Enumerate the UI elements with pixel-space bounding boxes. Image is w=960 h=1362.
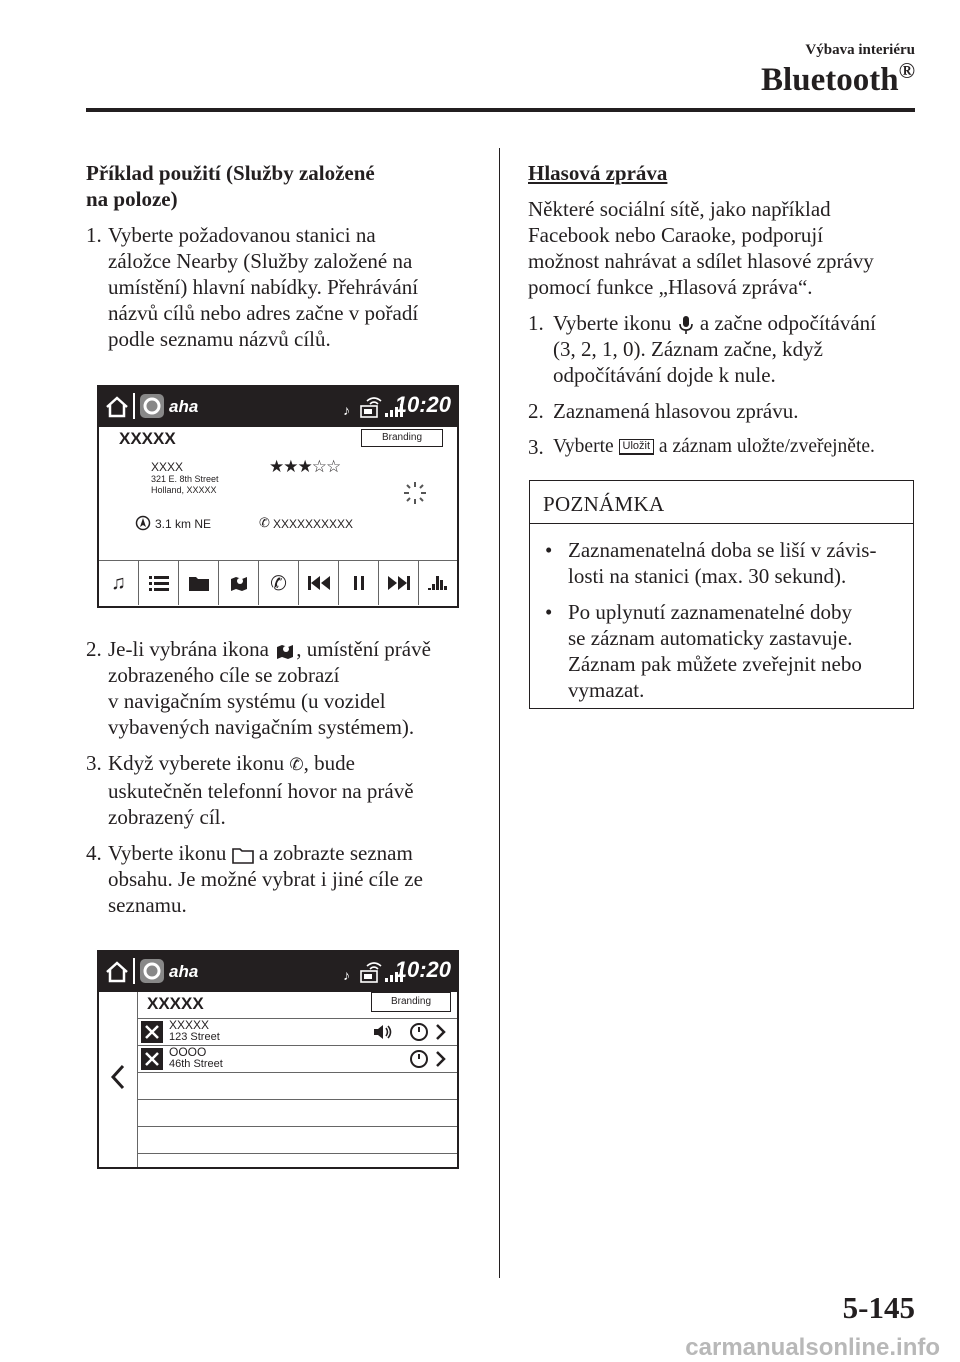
- registered-mark: ®: [898, 58, 915, 83]
- map-pin-icon: [274, 641, 296, 661]
- step-2-line: zobrazeného cíle se zobrazí: [108, 663, 340, 687]
- map-pin-icon[interactable]: [219, 561, 259, 605]
- step-3: [86, 750, 486, 830]
- next-track-icon[interactable]: [379, 561, 419, 605]
- chapter-title: Výbava interiéru: [805, 42, 915, 58]
- vm-step-1-line: (3, 2, 1, 0). Záznam začne, když: [553, 337, 823, 361]
- vm-step-1-number: 1.: [528, 311, 544, 335]
- step-3-line: zobrazený cíl.: [108, 805, 226, 829]
- distance: 3.1 km NE: [155, 517, 212, 531]
- music-icon[interactable]: ♫: [99, 561, 139, 605]
- step-3-text-b: , bude: [303, 751, 355, 775]
- voice-message-heading: Hlasová zpráva: [528, 161, 668, 185]
- step-2-line: v navigačním systému (u vozidel: [108, 689, 386, 713]
- home-icon[interactable]: [105, 961, 129, 983]
- vm-step-3: [528, 434, 918, 460]
- home-icon[interactable]: [105, 396, 129, 418]
- app-name: aha: [169, 397, 199, 416]
- station-name: XXXXX: [147, 994, 204, 1013]
- bullet-icon: •: [545, 538, 553, 562]
- microphone-icon: [677, 315, 695, 335]
- aha-list-screen: [97, 950, 459, 1169]
- step-2-number: 2.: [86, 637, 102, 661]
- step-2-first-line: [108, 636, 486, 662]
- star-filled-icon: ★: [269, 457, 284, 476]
- info-icon[interactable]: [409, 1049, 429, 1069]
- header-rule: [86, 108, 915, 112]
- note-item-line: losti na stanici (max. 30 sekund).: [568, 564, 847, 588]
- vm-step-3-line: [553, 434, 918, 460]
- vm-step-1: [528, 310, 918, 388]
- rating-stars: [269, 457, 340, 477]
- pause-icon[interactable]: [339, 561, 379, 605]
- note-item-line: Zaznamenatelná doba se liší v závis-: [568, 538, 877, 562]
- step-4-line: seznamu.: [108, 893, 187, 917]
- poi-name: XXXX: [151, 460, 184, 474]
- intro-line: Některé sociální sítě, jako například: [528, 197, 831, 221]
- save-button-label: Uložit: [619, 439, 655, 455]
- poi-address-2: Holland, XXXXX: [151, 485, 217, 495]
- step-4-text-a: Vyberte ikonu: [108, 841, 227, 865]
- step-3-text-a: Když vyberete ikonu: [108, 751, 285, 775]
- step-2-text-a: Je-li vybrána ikona: [108, 637, 269, 661]
- bullet-icon: •: [545, 600, 553, 624]
- note-item: [545, 537, 876, 589]
- example-heading-line2: na poloze): [86, 187, 178, 211]
- right-column: [528, 160, 918, 460]
- step-3-first-line: [108, 750, 486, 778]
- poi-thumbnail-icon: [141, 1048, 163, 1070]
- step-3-number: 3.: [86, 751, 102, 775]
- step-1-line: Vyberte požadovanou stanici na: [108, 223, 376, 247]
- note-title-rule: [530, 523, 913, 524]
- screen-top-bar: [99, 387, 457, 427]
- list-item-address: 123 Street: [169, 1031, 220, 1043]
- branding-badge: Branding: [371, 992, 451, 1012]
- list-item-address: 46th Street: [169, 1058, 223, 1070]
- list-item[interactable]: [137, 1019, 457, 1045]
- left-steps-lower: [86, 636, 486, 918]
- note-title: POZNÁMKA: [543, 492, 665, 516]
- step-1-number: 1.: [86, 223, 102, 247]
- call-icon: ✆: [289, 755, 304, 774]
- list-item-name: XXXXX: [169, 1018, 210, 1032]
- step-2-text-b: , umístění právě: [296, 637, 431, 661]
- row-divider: [137, 1072, 457, 1073]
- section-title: [761, 58, 915, 99]
- intro-line: Facebook nebo Caraoke, podporují: [528, 223, 824, 247]
- folder-icon[interactable]: [179, 561, 219, 605]
- step-4-text-b: a zobrazte seznam: [258, 841, 413, 865]
- voice-message-intro: [528, 196, 918, 300]
- call-icon[interactable]: ✆: [259, 561, 299, 605]
- note-box: [529, 480, 914, 709]
- star-empty-icon: ☆: [311, 457, 326, 476]
- svg-text:♪: ♪: [343, 402, 350, 418]
- list-icon[interactable]: [139, 561, 179, 605]
- watermark: carmanualsonline.info: [685, 1334, 940, 1361]
- step-1-line: názvů cílů nebo adres začne v pořadí: [108, 301, 419, 325]
- vm-step-1-line: odpočítávání dojde k nule.: [553, 363, 776, 387]
- chevron-right-icon[interactable]: [435, 1050, 447, 1068]
- row-divider: [137, 1153, 457, 1154]
- left-column: [86, 160, 486, 352]
- back-chevron-icon[interactable]: [109, 1064, 127, 1090]
- vm-step-1-text-b: a začne odpočítávání: [699, 311, 876, 335]
- clock: 10:20: [394, 957, 451, 982]
- info-icon[interactable]: [409, 1022, 429, 1042]
- phone-number: XXXXXXXXXX: [273, 517, 354, 531]
- section-title-text: Bluetooth: [761, 62, 899, 98]
- phone-icon: ✆: [259, 515, 270, 530]
- equalizer-icon[interactable]: [419, 561, 457, 605]
- vm-step-1-first-line: [553, 310, 918, 336]
- step-4: [86, 840, 486, 918]
- step-4-line: obsahu. Je možné vybrat i jiné cíle ze: [108, 867, 423, 891]
- row-divider: [137, 1099, 457, 1100]
- intro-line: možnost nahrávat a sdílet hlasové zprávy: [528, 249, 874, 273]
- row-divider: [137, 1126, 457, 1127]
- aha-now-playing-screen: [97, 385, 459, 608]
- vm-step-3-number: 3.: [528, 435, 544, 459]
- top-divider: [133, 958, 135, 984]
- chevron-right-icon[interactable]: [435, 1023, 447, 1041]
- vm-step-2-text: Zaznamená hlasovou zprávu.: [553, 399, 799, 423]
- list-item[interactable]: [137, 1046, 457, 1072]
- poi-thumbnail-icon: [141, 1021, 163, 1043]
- column-divider: [499, 148, 500, 1278]
- page-number: 5-145: [842, 1290, 915, 1325]
- intro-line: pomocí funkce „Hlasová zpráva“.: [528, 275, 813, 299]
- note-item: [545, 599, 862, 703]
- navigation-icon: [135, 515, 151, 531]
- vm-step-3-text-b: a záznam uložte/zveřejněte.: [658, 436, 875, 457]
- step-4-first-line: [108, 840, 486, 866]
- folder-icon: [232, 846, 254, 864]
- star-filled-icon: ★: [283, 457, 298, 476]
- note-item-line: Po uplynutí zaznamenatelné doby: [568, 600, 853, 624]
- step-1-line: záložce Nearby (Služby založené na: [108, 249, 413, 273]
- station-name: XXXXX: [119, 429, 176, 448]
- aha-logo-icon: [139, 393, 165, 419]
- vm-step-3-text-a: Vyberte: [553, 436, 614, 457]
- vm-step-2: [528, 398, 918, 424]
- step-2: [86, 636, 486, 740]
- clock: 10:20: [394, 392, 451, 417]
- step-4-number: 4.: [86, 841, 102, 865]
- step-1: [86, 222, 486, 352]
- note-item-line: se záznam automaticky zastavuje.: [568, 626, 853, 650]
- example-heading-line1: Příklad použití (Služby založené: [86, 161, 375, 185]
- loading-spinner-icon: [401, 479, 429, 507]
- screen-top-bar: [99, 952, 457, 992]
- star-empty-icon: ☆: [326, 457, 341, 476]
- speaker-icon: [373, 1023, 393, 1041]
- control-bar: [99, 561, 457, 605]
- note-item-line: Záznam pak můžete zveřejnit nebo: [568, 652, 862, 676]
- note-item-line: vymazat.: [568, 678, 645, 702]
- list-item-name: OOOO: [169, 1045, 207, 1059]
- poi-address-1: 321 E. 8th Street: [151, 474, 219, 484]
- app-name: aha: [169, 962, 199, 981]
- branding-badge: Branding: [361, 429, 443, 447]
- top-divider: [133, 393, 135, 419]
- aha-logo-icon: [139, 958, 165, 984]
- step-1-line: podle seznamu názvů cílů.: [108, 327, 331, 351]
- step-1-line: umístění) hlavní nabídky. Přehrávání: [108, 275, 419, 299]
- step-2-line: vybavených navigačním systémem).: [108, 715, 415, 739]
- svg-text:♪: ♪: [343, 967, 350, 983]
- previous-track-icon[interactable]: [299, 561, 339, 605]
- step-3-line: uskutečněn telefonní hovor na právě: [108, 779, 414, 803]
- vm-step-1-text-a: Vyberte ikonu: [553, 311, 672, 335]
- star-filled-icon: ★: [297, 457, 312, 476]
- vm-step-2-number: 2.: [528, 399, 544, 423]
